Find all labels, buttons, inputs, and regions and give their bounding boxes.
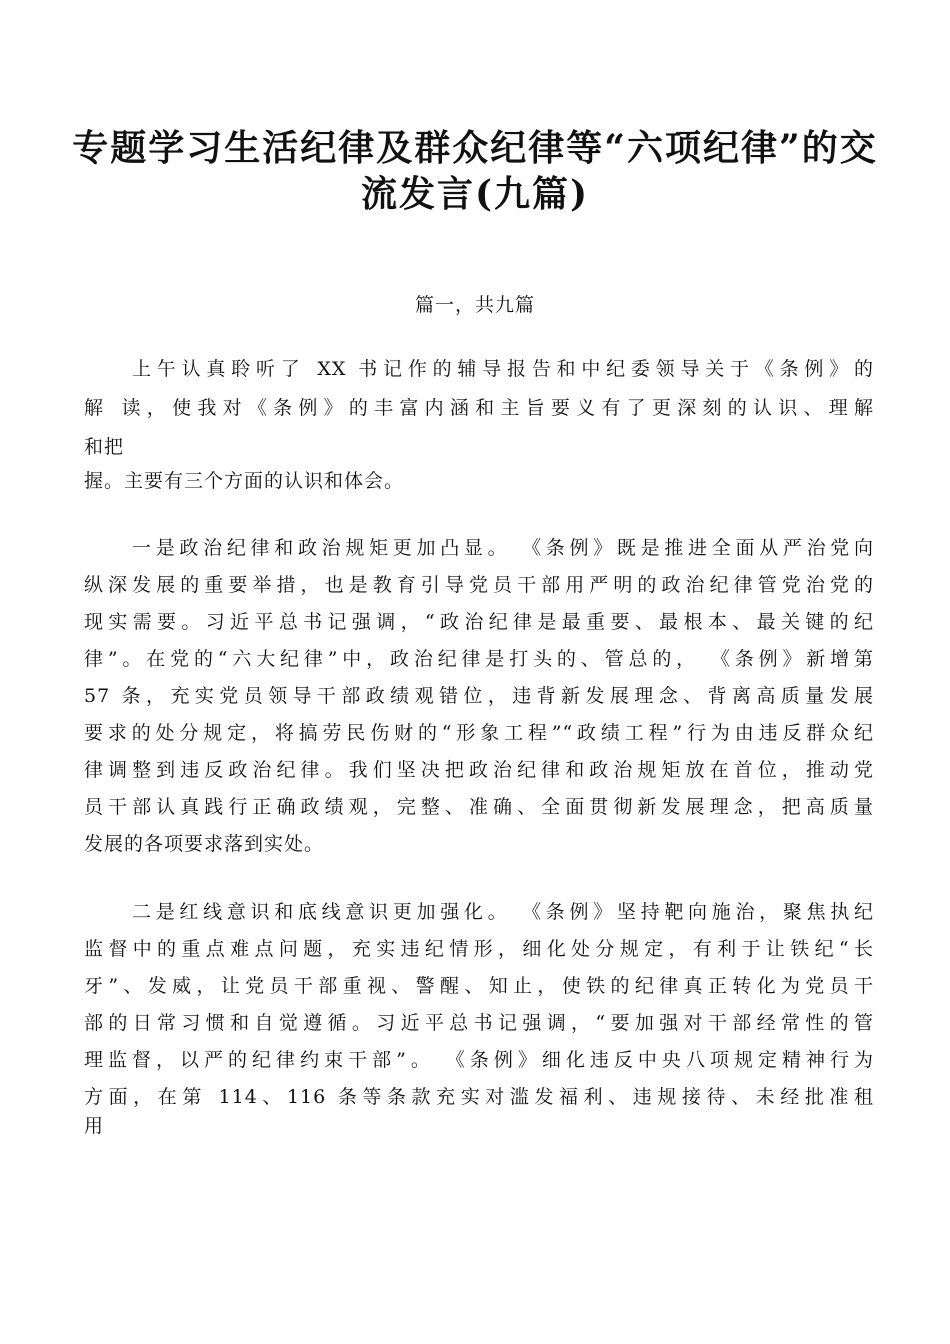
paragraph-2-line-5: 57 条，充实党员领导干部政绩观错位，违背新发展理念、背离高质量发展 <box>84 685 874 707</box>
paragraph-3-line-4: 部的日常习惯和自觉遵循。习近平总书记强调，“要加强对干部经常性的管 <box>84 1012 874 1034</box>
paragraph-1-line-2: 解 读，使我对《条例》的丰富内涵和主旨要义有了更深刻的认识、理解 <box>84 397 874 419</box>
paragraph-2-line-6: 要求的处分规定，将搞劳民伤财的“形象工程”“政绩工程”行为由违反群众纪 <box>84 722 874 744</box>
paragraph-2-line-7: 律调整到违反政治纪律。我们坚决把政治纪律和政治规矩放在首位，推动党 <box>84 759 874 781</box>
paragraph-2-line-4: 律”。在党的“六大纪律”中，政治纪律是打头的、管总的， 《条例》新增第 <box>84 648 874 670</box>
paragraph-1-line-4: 握。主要有三个方面的认识和体会。 <box>84 470 405 492</box>
paragraph-3-line-5: 理监督，以严的纪律约束干部”。 《条例》细化违反中央八项规定精神行为 <box>84 1049 874 1071</box>
paragraph-2-line-9: 发展的各项要求落到实处。 <box>84 833 325 855</box>
paragraph-3-line-1: 二是红线意识和底线意识更加强化。 《条例》坚持靶向施治，聚焦执纪 <box>132 901 874 923</box>
document-subtitle: 篇一，共九篇 <box>414 294 535 316</box>
paragraph-3-line-3: 牙”、发威，让党员干部重视、警醒、知止，使铁的纪律真正转化为党员干 <box>84 975 874 997</box>
document-title-line-1: 专题学习生活纪律及群众纪律等“六项纪律”的交 <box>72 127 878 169</box>
paragraph-2-line-2: 纵深发展的重要举措，也是教育引导党员干部用严明的政治纪律管党治党的 <box>84 574 874 596</box>
paragraph-1-line-3: 和把 <box>84 436 125 458</box>
paragraph-1-line-1: 上午认真聆听了 XX 书记作的辅导报告和中纪委领导关于《条例》的 <box>132 358 874 380</box>
paragraph-2-line-3: 现实需要。习近平总书记强调，“政治纪律是最重要、最根本、最关键的纪 <box>84 611 874 633</box>
paragraph-3-line-6: 方面，在第 114、116 条等条款充实对滥发福利、违规接待、未经批准租 <box>84 1086 874 1108</box>
paragraph-2-line-1: 一是政治纪律和政治规矩更加凸显。 《条例》既是推进全面从严治党向 <box>132 537 874 559</box>
paragraph-3-line-2: 监督中的重点难点问题，充实违纪情形，细化处分规定，有利于让铁纪“长 <box>84 938 874 960</box>
paragraph-2-line-8: 员干部认真践行正确政绩观，完整、准确、全面贯彻新发展理念，把高质量 <box>84 796 874 818</box>
paragraph-3-line-7: 用 <box>84 1115 105 1137</box>
document-title-line-2: 流发言(九篇) <box>360 173 590 215</box>
